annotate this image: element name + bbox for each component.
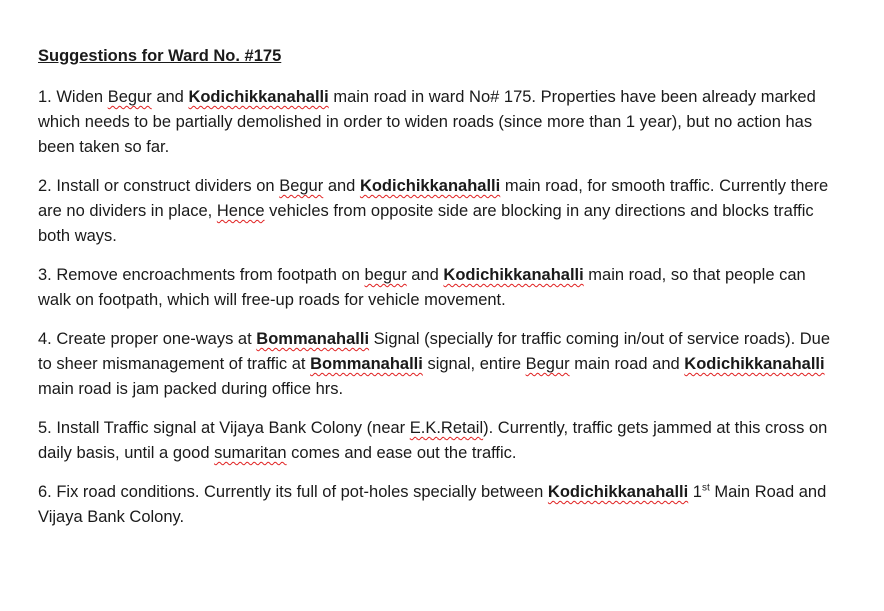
suggestion-3: 3. Remove encroachments from footpath on begur and Kodichikkanahalli main road, so that people can walk on footpath, which will free-up roads for vehicle movement.: [38, 266, 806, 309]
document-page: [38, 44, 838, 544]
suggestion-6: 6. Fix road conditions. Currently its full of pot-holes specially between Kodichikkanahalli 1st Main Road and Vijaya Bank Colony.: [38, 482, 827, 526]
suggestion-5: 5. Install Traffic signal at Vijaya Bank Colony (near E.K.Retail). Currently, traffic gets jammed at this cross on daily basis, until a good sumaritan comes and ease out the traffic.: [38, 419, 828, 462]
document-title: Suggestions for Ward No. #175: [38, 47, 282, 65]
suggestion-2: 2. Install or construct dividers on Begur and Kodichikkanahalli main road, for smooth traffic. Currently there are no dividers in place, Hence vehicles from opposite side are blocking in any directions and blocks traffic both ways.: [38, 177, 829, 245]
suggestion-1: 1. Widen Begur and Kodichikkanahalli main road in ward No# 175. Properties have been already marked which needs to be partially demolished in order to widen roads (since more than 1 year), but no action has been taken so far.: [38, 88, 816, 156]
suggestion-4: 4. Create proper one-ways at Bommanahalli Signal (specially for traffic coming in/out of service roads). Due to sheer mismanagement of traffic at Bommanahalli signal, entire Begur main road and Kodichikkanahalli main road is jam packed during office hrs.: [38, 330, 831, 398]
